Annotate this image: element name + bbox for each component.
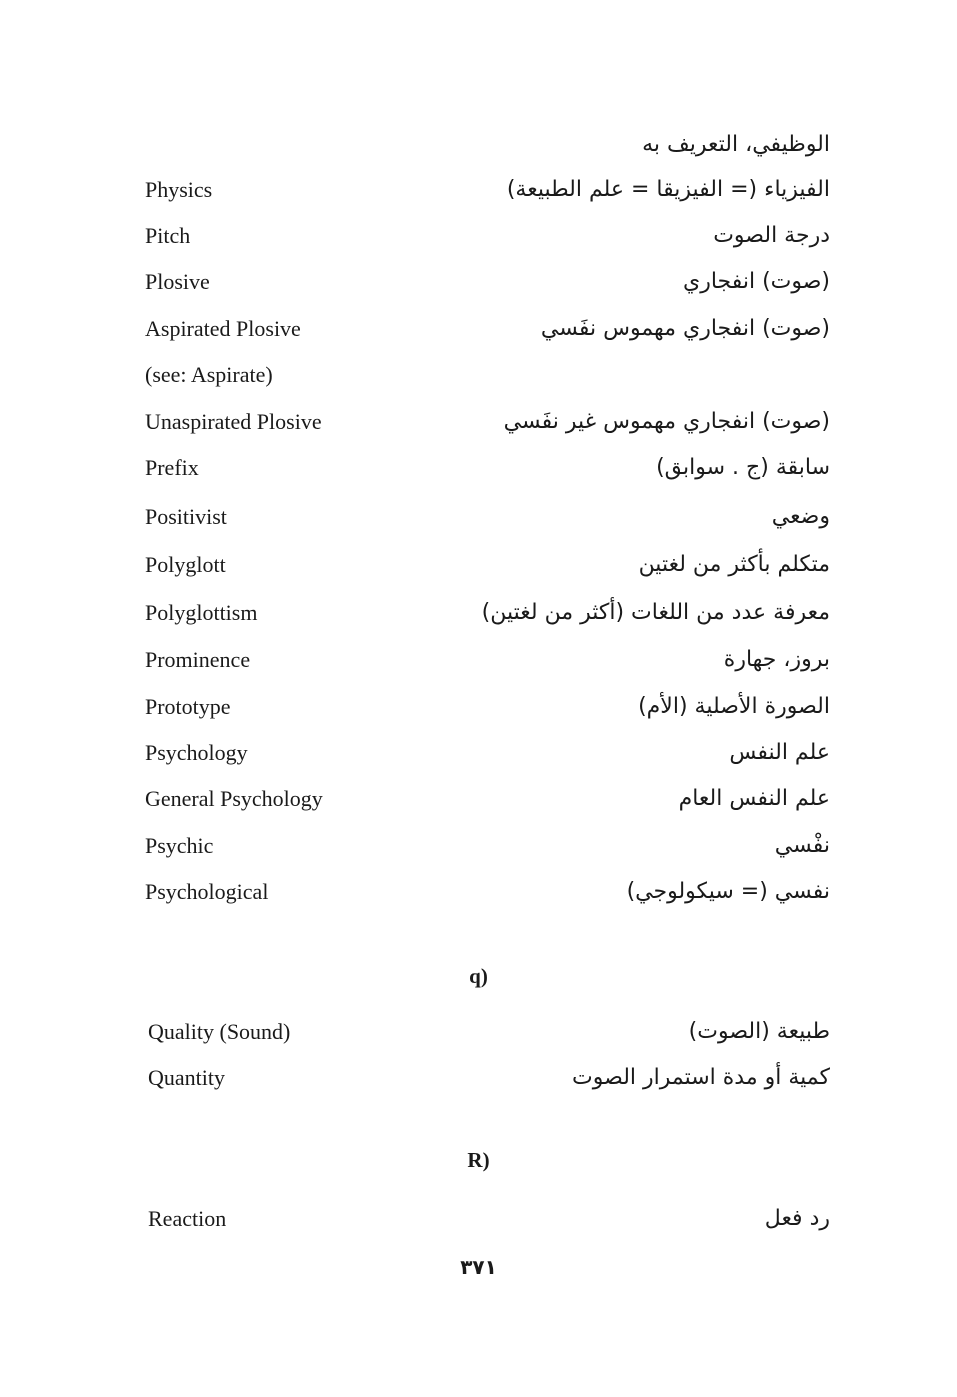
glossary-row [0,402,957,442]
arabic-term: نفْسي [774,833,830,858]
arabic-term: علم النفس العام [678,786,830,811]
glossary-row [0,545,957,585]
arabic-term: وضعي [771,504,830,529]
english-term: (see: Aspirate) [145,362,273,387]
arabic-term: كمية أو مدة استمرار الصوت [572,1065,830,1090]
glossary-row [0,640,957,680]
section-heading-r: R) [467,1148,490,1172]
arabic-term: بروز، جهارة [723,647,830,672]
glossary-row [0,448,957,488]
arabic-term: الوظيفي، التعريف به [642,132,830,157]
glossary-row [0,262,957,302]
page-number: ٣٧١ [460,1255,497,1279]
english-term: Quality (Sound) [148,1019,291,1044]
english-term: Polyglottism [145,600,258,625]
glossary-row [0,733,957,773]
english-term: Positivist [145,504,227,529]
arabic-term: درجة الصوت [713,223,830,248]
english-term: Unaspirated Plosive [145,409,322,434]
arabic-term: علم النفس [729,740,830,765]
english-term: Physics [145,177,213,202]
arabic-term: الصورة الأصلية (الأم) [638,694,830,719]
glossary-row [0,1058,957,1098]
glossary-row [0,826,957,866]
section-heading-q: q) [469,964,488,988]
arabic-term: (صوت) انفجاري [682,269,830,294]
arabic-term: طبيعة (الصوت) [688,1019,830,1044]
glossary-row [0,1199,957,1239]
english-term: Psychology [145,740,248,765]
glossary-row [0,872,957,912]
english-term: Prototype [145,694,231,719]
english-term: Polyglott [145,552,226,577]
english-term: Pitch [145,223,191,248]
glossary-row [0,216,957,256]
arabic-term: نفسي (= سيكولوجي) [626,879,830,904]
arabic-term: متكلم بأكثر من لغتين [638,552,830,577]
english-term: Plosive [145,269,210,294]
arabic-term: معرفة عدد من اللغات (أكثر من لغتين) [481,600,830,625]
glossary-row [0,497,957,537]
arabic-term: رد فعل [764,1206,830,1231]
arabic-term: سابقة (ج . سوابق) [656,455,830,480]
english-term: General Psychology [145,786,323,811]
arabic-term: (صوت) انفجاري مهموس غير نفَسي [503,409,830,434]
english-term: Prominence [145,647,251,672]
glossary-row [0,170,957,210]
arabic-term: الفيزياء (= الفيزيقا = علم الطبيعة) [506,177,830,202]
english-term: Psychological [145,879,269,904]
glossary-row [0,593,957,633]
arabic-term: (صوت) انفجاري مهموس نفَسي [540,316,830,341]
english-term: Psychic [145,833,214,858]
glossary-row [0,355,957,395]
english-term: Prefix [145,455,199,480]
glossary-row-continuation [0,125,957,165]
english-term: Reaction [148,1206,227,1231]
english-term: Aspirated Plosive [145,316,301,341]
glossary-row [0,1012,957,1052]
glossary-row [0,687,957,727]
english-term: Quantity [148,1065,225,1090]
glossary-row [0,309,957,349]
glossary-row [0,779,957,819]
